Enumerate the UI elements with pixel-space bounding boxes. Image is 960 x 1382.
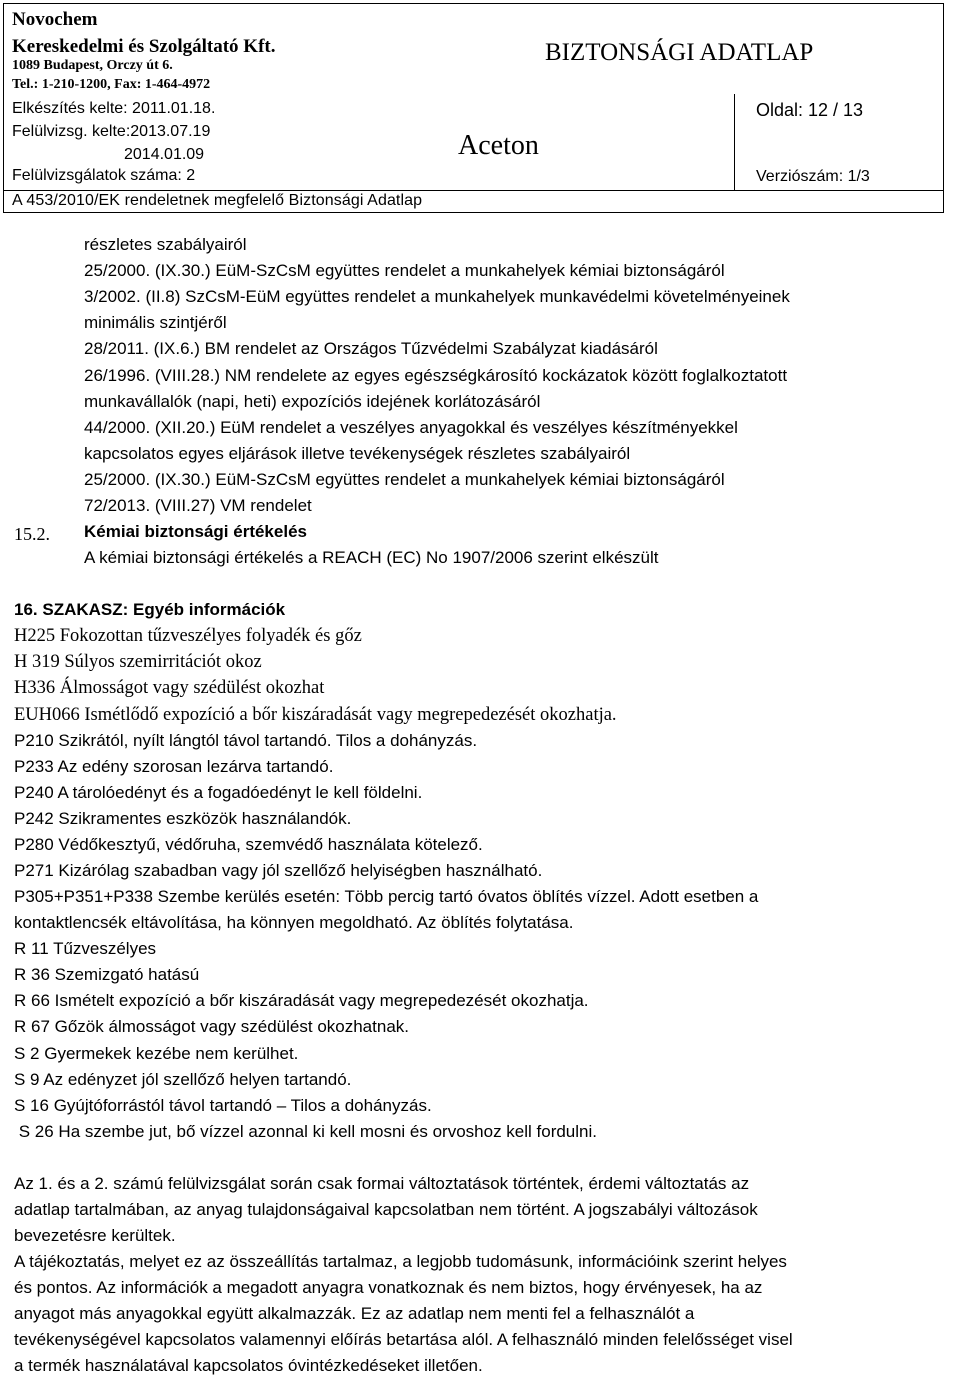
header-divider xyxy=(4,190,943,191)
hazard-line: EUH066 Ismétlődő expozíció a bőr kiszáradását vagy megrepedezését okozhatja. xyxy=(14,705,617,725)
revision-count: Felülvizsgálatok száma: 2 xyxy=(12,167,196,184)
legislation-line: minimális szintjéről xyxy=(84,313,227,332)
closing-line: tevékenységével kapcsolatos valamennyi előírás betartása alól. A felhasználó minden felelősséget visel xyxy=(14,1330,793,1349)
risk-line: R 66 Ismételt expozíció a bőr kiszáradását vagy megrepedezését okozhatja. xyxy=(14,991,589,1010)
regulation-note: A 453/2010/EK rendeletnek megfelelő Biztonsági Adatlap xyxy=(12,192,423,209)
risk-line: R 11 Tűzveszélyes xyxy=(14,939,157,958)
closing-line: Az 1. és a 2. számú felülvizsgálat során csak formai változtatások történtek, érdemi változtatás az xyxy=(14,1174,750,1193)
closing-line: a termék használatával kapcsolatos óvintézkedéseket illetően. xyxy=(14,1356,483,1375)
closing-line: bevezetésre kerültek. xyxy=(14,1226,176,1245)
precaution-line: P233 Az edény szorosan lezárva tartandó. xyxy=(14,757,334,776)
hazard-line: H 319 Súlyos szemirritációt okoz xyxy=(14,652,262,672)
closing-line: A tájékoztatás, melyet ez az összeállítás tartalmaz, a legjobb tudomásunk, információink szerint helyes xyxy=(14,1252,787,1271)
safety-line: S 16 Gyújtóforrástól távol tartandó – Tilos a dohányzás. xyxy=(14,1096,432,1115)
revised-date: Felülvizsg. kelte:2013.07.19 xyxy=(12,123,211,140)
created-date: Elkészítés kelte: 2011.01.18. xyxy=(12,100,216,117)
header-column-divider xyxy=(734,94,735,190)
document-title: BIZTONSÁGI ADATLAP xyxy=(545,39,814,66)
legislation-line: részletes szabályairól xyxy=(84,235,247,254)
company-contact: Tel.: 1-210-1200, Fax: 1-464-4972 xyxy=(12,77,211,92)
legislation-line: 44/2000. (XII.20.) EüM rendelet a veszélyes anyagokkal és veszélyes készítményekkel xyxy=(84,418,738,437)
company-legal-name: Kereskedelmi és Szolgáltató Kft. xyxy=(12,36,276,57)
version-number: Verziószám: 1/3 xyxy=(756,168,870,185)
precaution-line: P210 Szikrától, nyílt lángtól távol tartandó. Tilos a dohányzás. xyxy=(14,731,478,750)
legislation-line: 28/2011. (IX.6.) BM rendelet az Országos Tűzvédelmi Szabályzat kiadásáról xyxy=(84,339,658,358)
legislation-line: munkavállalók (napi, heti) expozíciós idejének korlátozásáról xyxy=(84,392,541,411)
section-number: 15.2. xyxy=(14,524,50,544)
precaution-line: kontaktlencsék eltávolítása, ha könnyen megoldható. Az öblítés folytatása. xyxy=(14,913,574,932)
company-address: 1089 Budapest, Orczy út 6. xyxy=(12,58,173,73)
precaution-line: P280 Védőkesztyű, védőruha, szemvédő használata kötelező. xyxy=(14,835,483,854)
hazard-line: H225 Fokozottan tűzveszélyes folyadék és gőz xyxy=(14,626,362,646)
legislation-line: 72/2013. (VIII.27) VM rendelet xyxy=(84,496,312,515)
legislation-line: 25/2000. (IX.30.) EüM-SzCsM együttes rendelet a munkahelyek kémiai biztonságáról xyxy=(84,261,725,280)
section-16-title: 16. SZAKASZ: Egyéb információk xyxy=(14,600,286,619)
document-header xyxy=(3,3,944,213)
section-title: Kémiai biztonsági értékelés xyxy=(84,522,307,541)
safety-line: S 26 Ha szembe jut, bő vízzel azonnal ki kell mosni és orvoshoz kell fordulni. xyxy=(14,1122,597,1141)
safety-line: S 2 Gyermekek kezébe nem kerülhet. xyxy=(14,1044,299,1063)
precaution-line: P305+P351+P338 Szembe kerülés esetén: Több percig tartó óvatos öblítés vízzel. Adott esetben a xyxy=(14,887,759,906)
product-name: Aceton xyxy=(458,130,539,161)
legislation-line: 25/2000. (IX.30.) EüM-SzCsM együttes rendelet a munkahelyek kémiai biztonságáról xyxy=(84,470,725,489)
company-name: Novochem xyxy=(12,9,98,30)
page-number: Oldal: 12 / 13 xyxy=(756,100,864,120)
closing-line: adatlap tartalmában, az anyag tulajdonságaival kapcsolatban nem történt. A jogszabályi változások xyxy=(14,1200,758,1219)
legislation-line: kapcsolatos egyes eljárások illetve tevékenységek részletes szabályairól xyxy=(84,444,631,463)
precaution-line: P271 Kizárólag szabadban vagy jól szellőző helyiségben használható. xyxy=(14,861,543,880)
legislation-line: 26/1996. (VIII.28.) NM rendelete az egyes egészségkárosító kockázatok között foglalkoztatott xyxy=(84,366,788,385)
risk-line: R 67 Gőzök álmosságot vagy szédülést okozhatnak. xyxy=(14,1017,409,1036)
hazard-line: H336 Álmosságot vagy szédülést okozhat xyxy=(14,678,325,698)
precaution-line: P242 Szikramentes eszközök használandók. xyxy=(14,809,352,828)
section-text: A kémiai biztonsági értékelés a REACH (EC) No 1907/2006 szerint elkészült xyxy=(84,548,659,567)
safety-line: S 9 Az edényzet jól szellőző helyen tartandó. xyxy=(14,1070,352,1089)
revised-date-2: 2014.01.09 xyxy=(124,146,205,163)
risk-line: R 36 Szemizgató hatású xyxy=(14,965,200,984)
precaution-line: P240 A tárolóedényt és a fogadóedényt le kell földelni. xyxy=(14,783,423,802)
legislation-line: 3/2002. (II.8) SzCsM-EüM együttes rendelet a munkahelyek munkavédelmi követelményeinek xyxy=(84,287,790,306)
closing-line: és pontos. Az információk a megadott anyagra vonatkoznak és nem biztos, hogy érvényesek, ha az xyxy=(14,1278,763,1297)
closing-line: anyagot más anyagokkal együtt alkalmazzák. Ez az adatlap nem menti fel a felhasználót a xyxy=(14,1304,695,1323)
